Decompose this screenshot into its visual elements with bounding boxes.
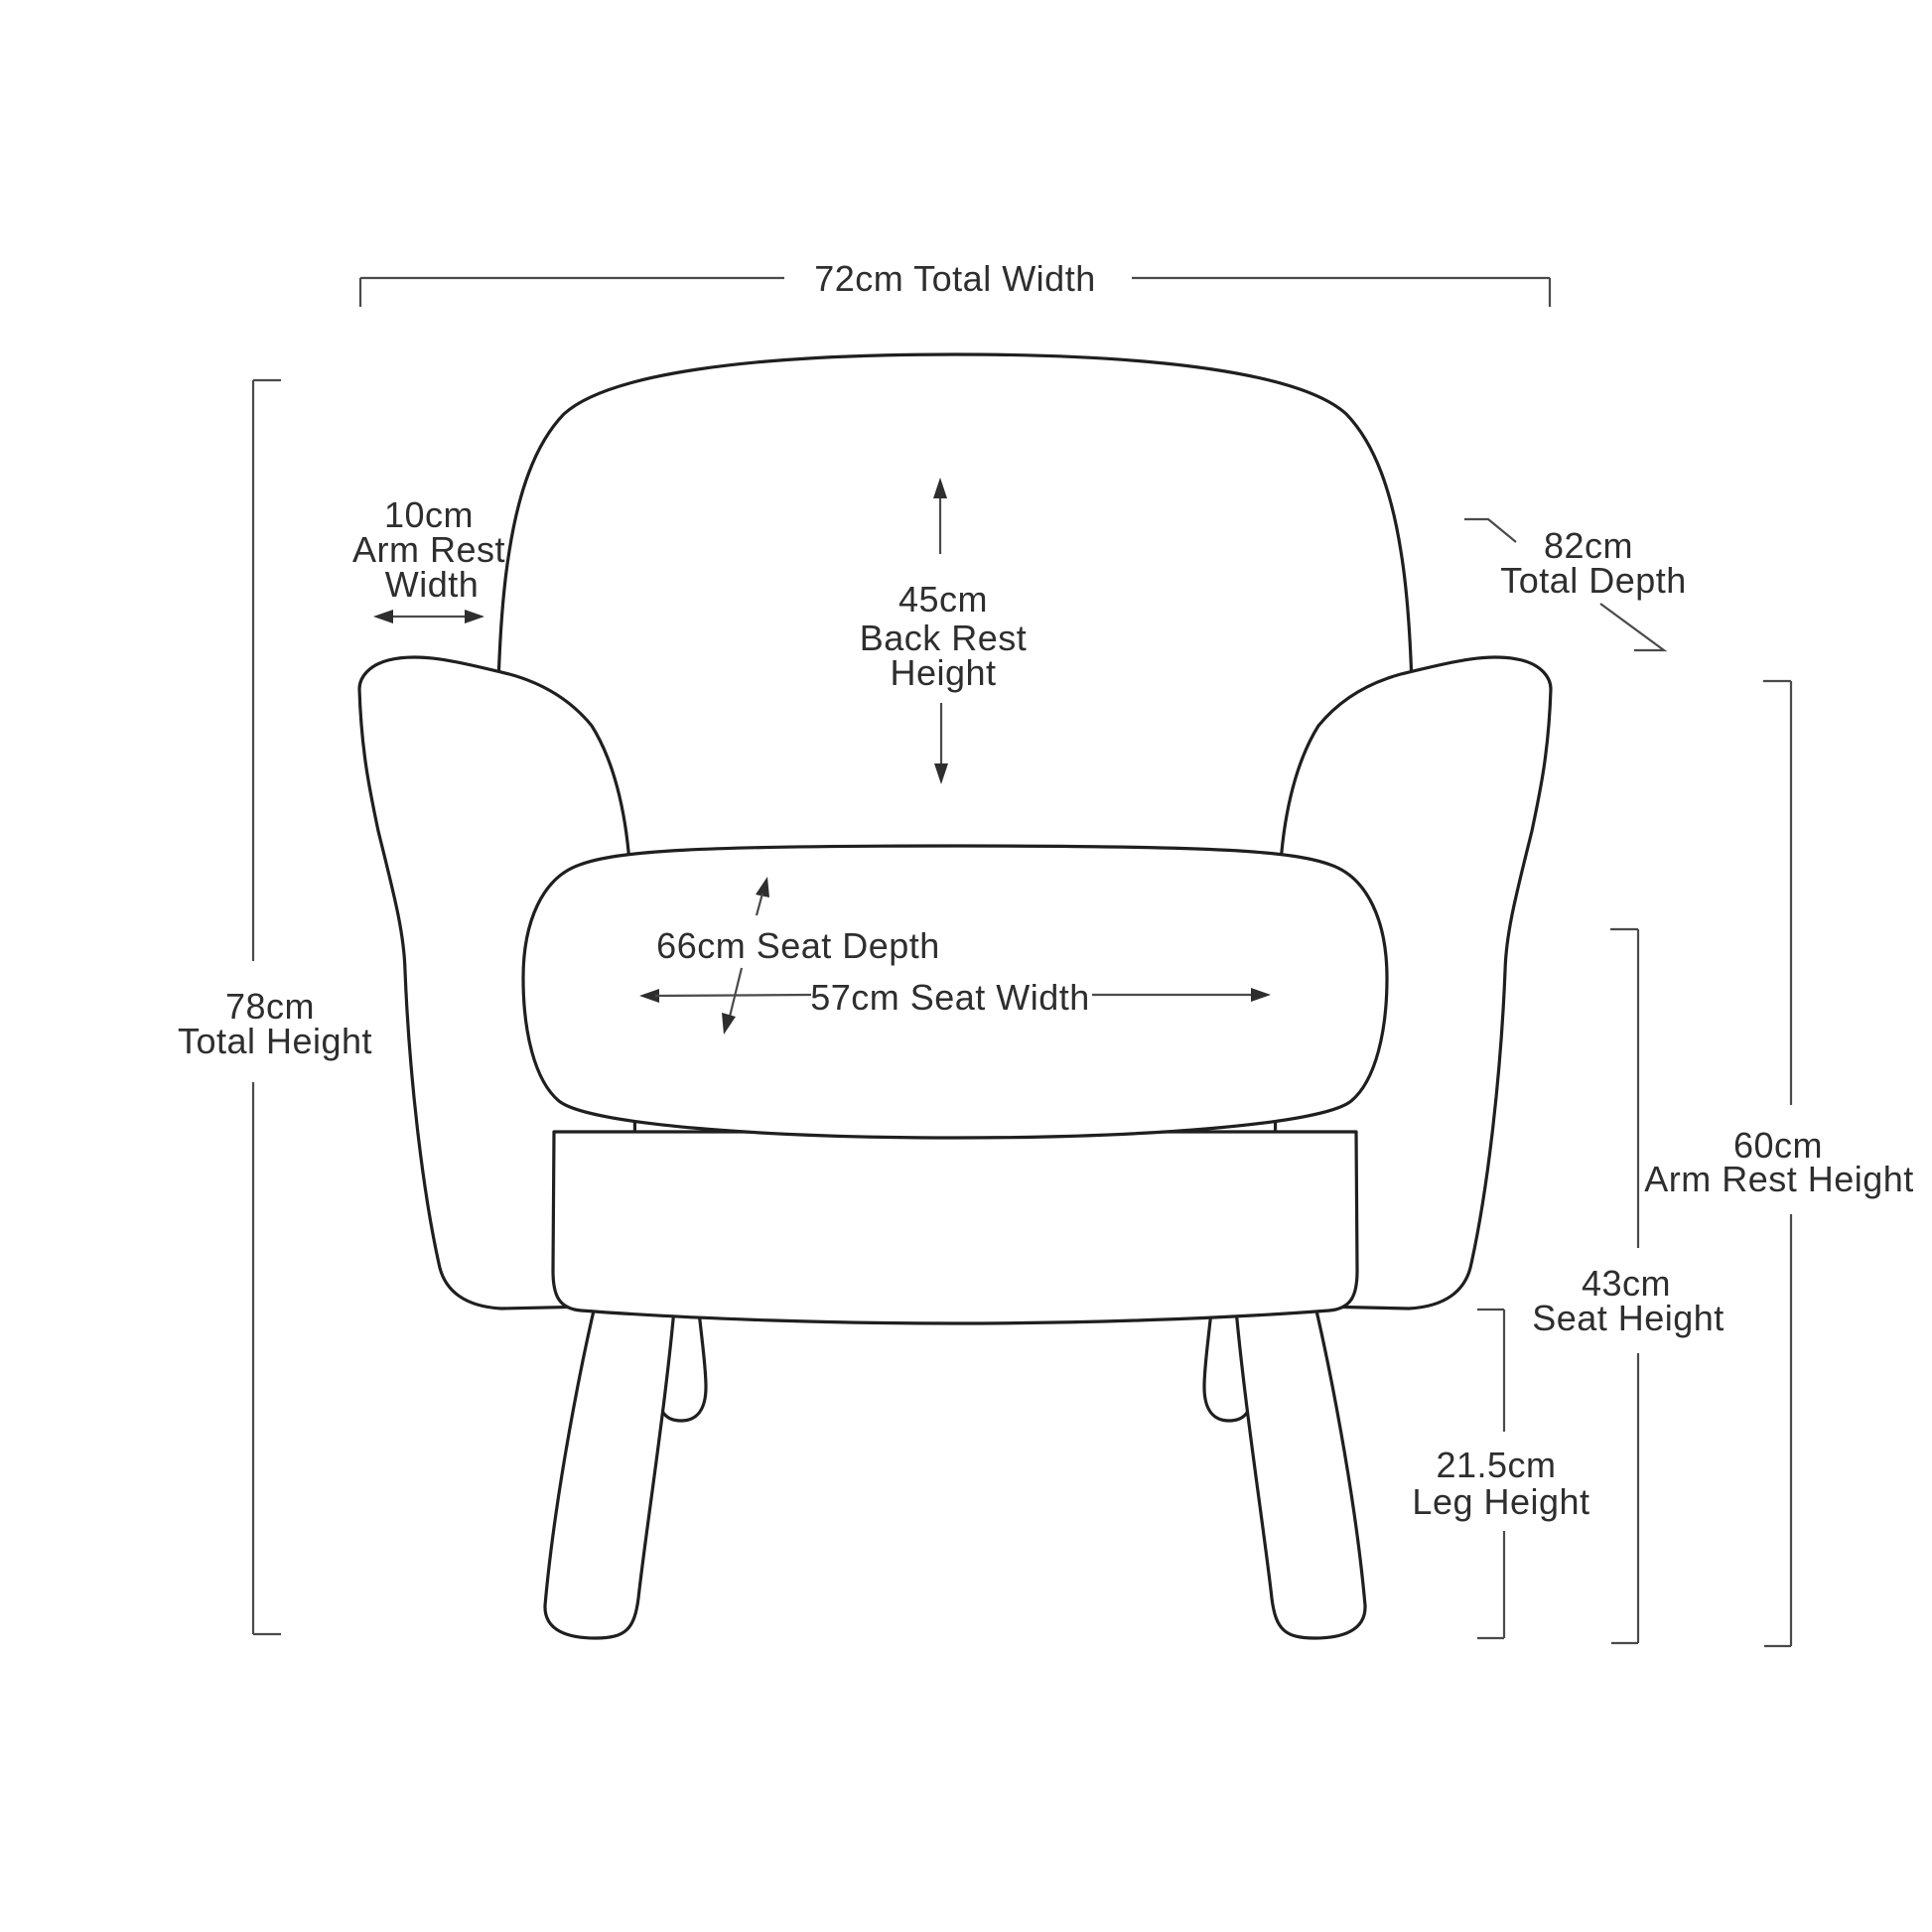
back-rest-height-label-name1: Back Rest — [859, 618, 1028, 658]
total-height-label-name: Total Height — [177, 1021, 373, 1061]
arm-rest-height-label-name: Arm Rest Height — [1644, 1159, 1914, 1199]
total-depth-label-name: Total Depth — [1500, 560, 1687, 601]
total-height-label-value: 78cm — [224, 986, 316, 1027]
leg-height-label-value: 21.5cm — [1436, 1445, 1557, 1485]
dim-arm-rest-width — [352, 494, 505, 623]
front-left-leg — [545, 1286, 676, 1638]
arm-rest-width-label-name2: Width — [384, 564, 480, 605]
front-right-leg — [1234, 1286, 1365, 1638]
seat-depth-label: 66cm Seat Depth — [656, 925, 940, 966]
arm-rest-width-label-name1: Arm Rest — [351, 529, 506, 570]
back-rest-height-label-value: 45cm — [897, 579, 989, 620]
arrow-head-left — [373, 610, 393, 623]
arm-rest-width-label-value: 10cm — [383, 494, 475, 535]
seat-height-label-name: Seat Height — [1532, 1298, 1725, 1338]
total-depth-label-value: 82cm — [1543, 525, 1634, 566]
back-rest-height-label-name2: Height — [890, 652, 997, 693]
total-depth-leader-bottom — [1600, 604, 1664, 650]
seat-width-line-left — [655, 995, 811, 996]
total-depth-leader-top — [1464, 519, 1516, 542]
seat-height-label-value: 43cm — [1581, 1263, 1672, 1304]
seat-base-outline — [553, 1132, 1357, 1323]
arrow-head-right — [465, 610, 484, 623]
arm-rest-height-label-value: 60cm — [1732, 1125, 1824, 1166]
dim-seat-height — [1532, 929, 1725, 1643]
dim-arm-rest-height — [1644, 681, 1914, 1646]
total-width-label: 72cm Total Width — [814, 258, 1096, 299]
dim-total-width — [360, 258, 1550, 307]
dim-total-depth — [1464, 519, 1687, 650]
dim-leg-height — [1412, 1310, 1589, 1638]
leg-height-label-name: Leg Height — [1412, 1481, 1590, 1522]
dim-total-height — [178, 380, 372, 1634]
seat-width-label: 57cm Seat Width — [810, 977, 1090, 1018]
